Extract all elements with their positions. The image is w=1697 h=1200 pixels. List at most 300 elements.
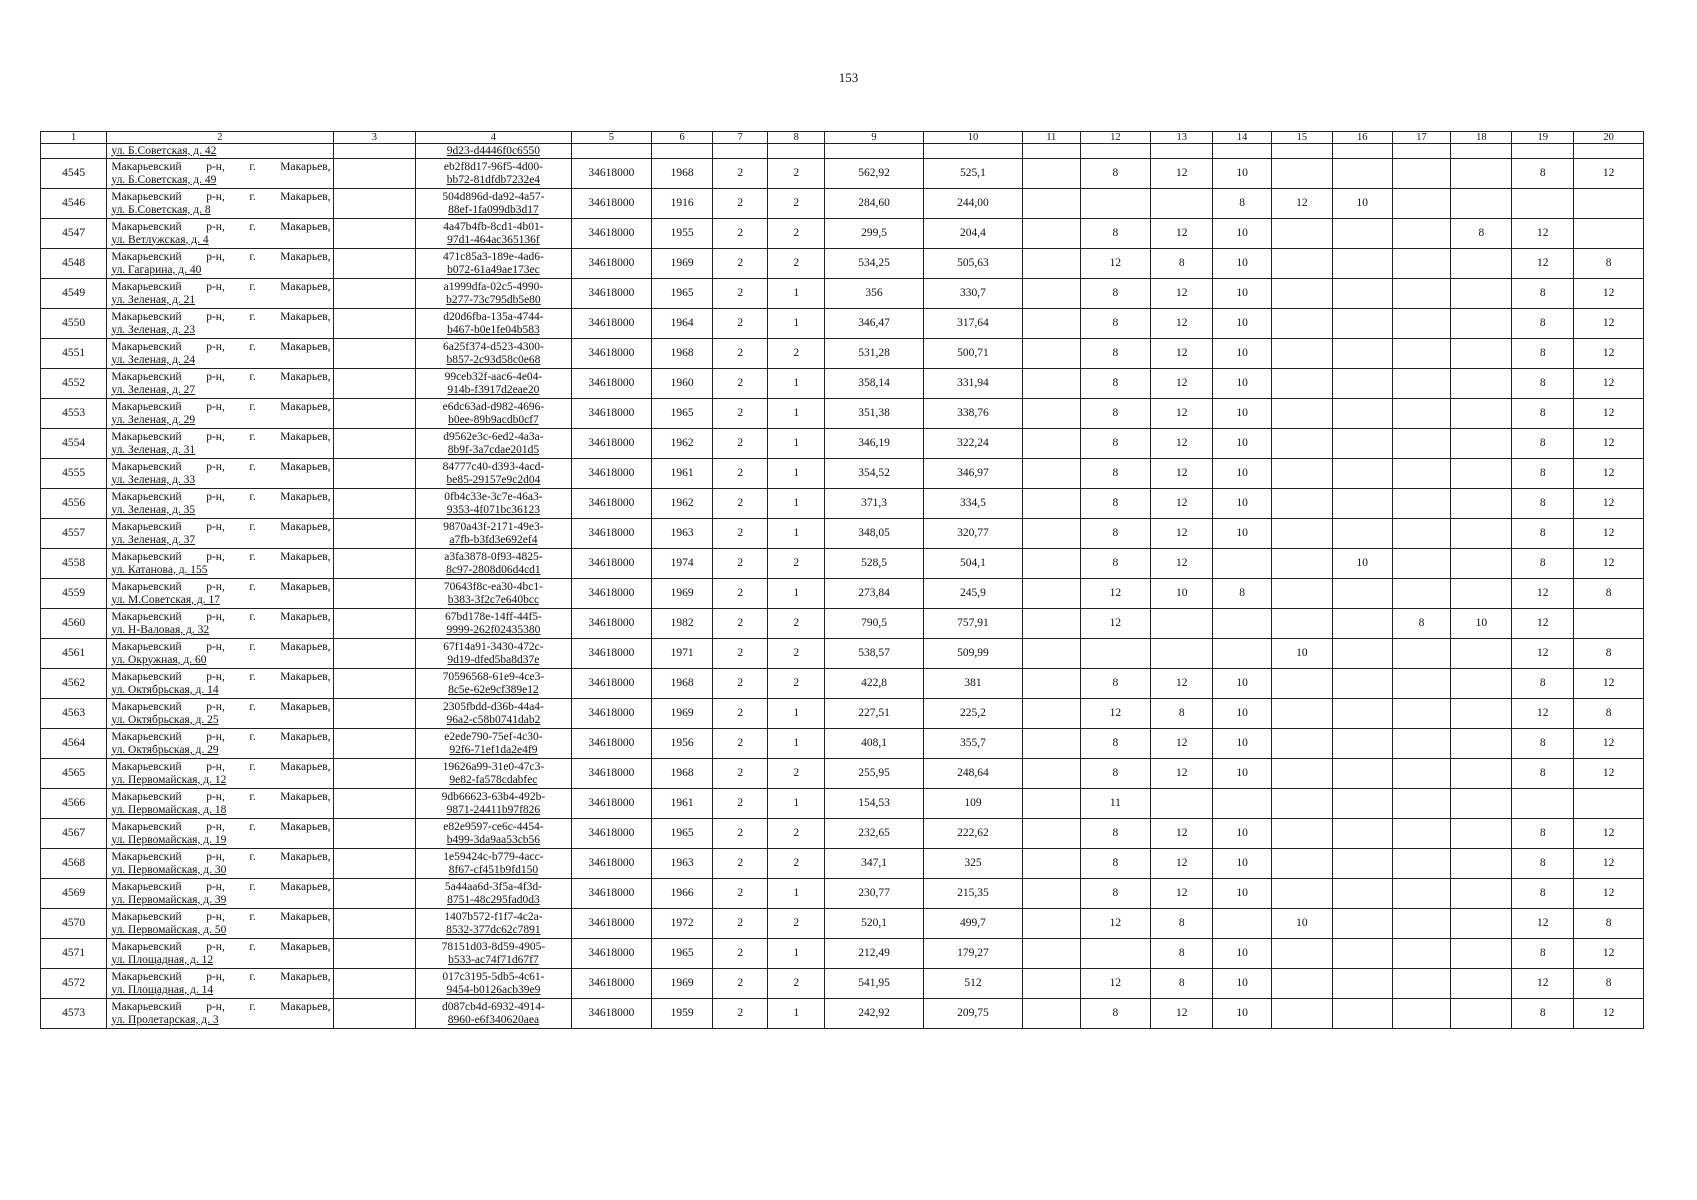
cell-guid bbox=[416, 489, 572, 519]
cell-col-18 bbox=[1451, 999, 1512, 1029]
cell-col-9: 351,38 bbox=[825, 399, 924, 429]
cell-col-18 bbox=[1451, 639, 1512, 669]
cell-col-18 bbox=[1451, 369, 1512, 399]
table-row bbox=[41, 639, 1644, 669]
cell-col-10: 322,24 bbox=[923, 429, 1022, 459]
cell-col-5: 34618000 bbox=[571, 669, 651, 699]
cell-col-18 bbox=[1451, 819, 1512, 849]
cell-col-9: 356 bbox=[825, 279, 924, 309]
cell-col-6: 1982 bbox=[652, 609, 713, 639]
cell-col-16 bbox=[1332, 879, 1392, 909]
guid-line-2: 88ef-1fa099db3d17 bbox=[448, 203, 539, 216]
cell-col-12: 8 bbox=[1080, 819, 1151, 849]
cell-col-11 bbox=[1022, 639, 1080, 669]
cell-col-20: 12 bbox=[1574, 459, 1644, 489]
cell-col-14: 10 bbox=[1213, 429, 1272, 459]
cell-col-18 bbox=[1451, 189, 1512, 219]
cell-col-15 bbox=[1271, 939, 1332, 969]
cell-address bbox=[107, 459, 333, 489]
cell-col-14: 10 bbox=[1213, 339, 1272, 369]
cell-col-7: 2 bbox=[713, 339, 768, 369]
cell-col-19: 8 bbox=[1512, 669, 1574, 699]
cell-col-10: 245,9 bbox=[923, 579, 1022, 609]
cell-col-20: 12 bbox=[1574, 669, 1644, 699]
address-line-1: Макарьевский р-н, г. Макарьев, bbox=[111, 280, 331, 293]
cell-col-20: 12 bbox=[1574, 339, 1644, 369]
table-row bbox=[41, 249, 1644, 279]
cell-col-12: 8 bbox=[1080, 459, 1151, 489]
cell-col-20: 8 bbox=[1574, 699, 1644, 729]
cell-col-10: 504,1 bbox=[923, 549, 1022, 579]
cell-col-20: 8 bbox=[1574, 249, 1644, 279]
address-line-2: ул. Окружная, д. 60 bbox=[111, 653, 207, 666]
cell-col-9: 347,1 bbox=[825, 849, 924, 879]
cell-col-7: 2 bbox=[713, 519, 768, 549]
guid-line-2: 8b9f-3a7cdae201d5 bbox=[447, 443, 540, 456]
address-line-2: ул. Н-Валовая, д. 32 bbox=[111, 623, 210, 636]
cell-col-14: 10 bbox=[1213, 369, 1272, 399]
cell-col-9: 422,8 bbox=[825, 669, 924, 699]
cell-col-12: 12 bbox=[1080, 699, 1151, 729]
address-line-1: Макарьевский р-н, г. Макарьев, bbox=[111, 910, 331, 923]
cell-address bbox=[107, 219, 333, 249]
table-row bbox=[41, 909, 1644, 939]
cell-col-1: 4553 bbox=[41, 399, 107, 429]
cell-col-10: 338,76 bbox=[923, 399, 1022, 429]
cell-col-13: 12 bbox=[1151, 549, 1213, 579]
cell-col-16 bbox=[1332, 699, 1392, 729]
cell-col-11 bbox=[1022, 519, 1080, 549]
cell-col-17 bbox=[1392, 369, 1451, 399]
cell-col-1 bbox=[41, 144, 107, 159]
guid-line-1: 2305fbdd-d36b-44a4- bbox=[442, 700, 544, 713]
cell-col-5: 34618000 bbox=[571, 849, 651, 879]
cell-col-7: 2 bbox=[713, 489, 768, 519]
cell-col-7: 2 bbox=[713, 459, 768, 489]
cell-col-10: 215,35 bbox=[923, 879, 1022, 909]
cell-col-19: 8 bbox=[1512, 399, 1574, 429]
cell-col-7: 2 bbox=[713, 309, 768, 339]
cell-col-6: 1959 bbox=[652, 999, 713, 1029]
cell-col-16 bbox=[1332, 909, 1392, 939]
cell-col-1: 4560 bbox=[41, 609, 107, 639]
cell-col-7: 2 bbox=[713, 789, 768, 819]
column-header-7: 7 bbox=[713, 132, 768, 144]
cell-col-10: 525,1 bbox=[923, 159, 1022, 189]
cell-guid bbox=[416, 429, 572, 459]
column-header-16: 16 bbox=[1332, 132, 1392, 144]
cell-col-7: 2 bbox=[713, 399, 768, 429]
cell-col-11 bbox=[1022, 549, 1080, 579]
cell-col-3 bbox=[333, 699, 416, 729]
cell-col-7: 2 bbox=[713, 669, 768, 699]
cell-address bbox=[107, 519, 333, 549]
cell-col-3 bbox=[333, 819, 416, 849]
cell-col-20: 12 bbox=[1574, 489, 1644, 519]
cell-col-9: 354,52 bbox=[825, 459, 924, 489]
cell-col-13: 12 bbox=[1151, 279, 1213, 309]
cell-col-7: 2 bbox=[713, 609, 768, 639]
cell-col-5: 34618000 bbox=[571, 159, 651, 189]
cell-col-15: 12 bbox=[1271, 189, 1332, 219]
cell-guid bbox=[416, 219, 572, 249]
cell-col-18 bbox=[1451, 759, 1512, 789]
cell-col-12 bbox=[1080, 189, 1151, 219]
cell-col-19: 8 bbox=[1512, 369, 1574, 399]
cell-col-1: 4568 bbox=[41, 849, 107, 879]
cell-col-6: 1969 bbox=[652, 699, 713, 729]
address-line-2: ул. Зеленая, д. 35 bbox=[111, 503, 196, 516]
address-line-2: ул. Первомайская, д. 30 bbox=[111, 863, 227, 876]
cell-address: ул. Б.Советская, д. 42 bbox=[107, 144, 333, 159]
cell-col-9: 520,1 bbox=[825, 909, 924, 939]
cell-col-13: 8 bbox=[1151, 969, 1213, 999]
cell-col-14: 10 bbox=[1213, 759, 1272, 789]
cell-col-14: 10 bbox=[1213, 159, 1272, 189]
guid-line-2: 8960-e6f340620aea bbox=[447, 1013, 540, 1026]
cell-col-19: 12 bbox=[1512, 219, 1574, 249]
cell-col-12: 8 bbox=[1080, 429, 1151, 459]
cell-col-15 bbox=[1271, 519, 1332, 549]
cell-col-18: 10 bbox=[1451, 609, 1512, 639]
cell-col-14: 10 bbox=[1213, 699, 1272, 729]
cell-col-3 bbox=[333, 279, 416, 309]
cell-col-17 bbox=[1392, 339, 1451, 369]
cell-col-3 bbox=[333, 519, 416, 549]
cell-col-13: 12 bbox=[1151, 489, 1213, 519]
cell-col-3 bbox=[333, 879, 416, 909]
cell-col-18 bbox=[1451, 669, 1512, 699]
column-header-17: 17 bbox=[1392, 132, 1451, 144]
guid-line-1: 99ceb32f-aac6-4e04- bbox=[444, 370, 543, 383]
cell-col-6: 1969 bbox=[652, 579, 713, 609]
table-row bbox=[41, 489, 1644, 519]
column-header-18: 18 bbox=[1451, 132, 1512, 144]
cell-col-18 bbox=[1451, 309, 1512, 339]
cell-col-6: 1916 bbox=[652, 189, 713, 219]
cell-col-7: 2 bbox=[713, 969, 768, 999]
column-header-1: 1 bbox=[41, 132, 107, 144]
cell-col-1: 4569 bbox=[41, 879, 107, 909]
table-row bbox=[41, 429, 1644, 459]
cell-col-1: 4566 bbox=[41, 789, 107, 819]
cell-col-18 bbox=[1451, 549, 1512, 579]
column-header-13: 13 bbox=[1151, 132, 1213, 144]
cell-col-5: 34618000 bbox=[571, 369, 651, 399]
cell-guid bbox=[416, 189, 572, 219]
cell-col-20: 12 bbox=[1574, 939, 1644, 969]
cell-col-17 bbox=[1392, 459, 1451, 489]
cell-col-20: 12 bbox=[1574, 519, 1644, 549]
cell-col-9: 255,95 bbox=[825, 759, 924, 789]
cell-col-10: 509,99 bbox=[923, 639, 1022, 669]
cell-col-6: 1961 bbox=[652, 789, 713, 819]
cell-col-19: 12 bbox=[1512, 249, 1574, 279]
address-line-1: Макарьевский р-н, г. Макарьев, bbox=[111, 670, 331, 683]
cell-col-18 bbox=[1451, 399, 1512, 429]
cell-col-16 bbox=[1332, 669, 1392, 699]
cell-col-16 bbox=[1332, 309, 1392, 339]
cell-col-1: 4557 bbox=[41, 519, 107, 549]
cell-col-14: 10 bbox=[1213, 849, 1272, 879]
guid-line-1: e2ede790-75ef-4c30- bbox=[444, 730, 543, 743]
cell-col-16 bbox=[1332, 729, 1392, 759]
cell-guid bbox=[416, 579, 572, 609]
cell-col-9: 212,49 bbox=[825, 939, 924, 969]
cell-col-16 bbox=[1332, 369, 1392, 399]
guid-line-2: b0ee-89b9acdb0cf7 bbox=[448, 413, 539, 426]
cell-col-15 bbox=[1271, 489, 1332, 519]
table-row bbox=[41, 729, 1644, 759]
cell-col-9: 790,5 bbox=[825, 609, 924, 639]
cell-col-6: 1963 bbox=[652, 519, 713, 549]
cell-col-15 bbox=[1271, 279, 1332, 309]
cell-col-3 bbox=[333, 579, 416, 609]
cell-col-5: 34618000 bbox=[571, 309, 651, 339]
column-header-12: 12 bbox=[1080, 132, 1151, 144]
table-row bbox=[41, 159, 1644, 189]
cell-col-1: 4548 bbox=[41, 249, 107, 279]
cell-col-7: 2 bbox=[713, 159, 768, 189]
cell-address bbox=[107, 759, 333, 789]
guid-line-1: 017c3195-5db5-4c61- bbox=[442, 970, 545, 983]
address-line-1: Макарьевский р-н, г. Макарьев, bbox=[111, 190, 331, 203]
address-line-1: Макарьевский р-н, г. Макарьев, bbox=[111, 610, 331, 623]
guid-line-2: 9454-b0126acb39e9 bbox=[446, 983, 541, 996]
cell-col-12: 12 bbox=[1080, 909, 1151, 939]
cell-col-18 bbox=[1451, 249, 1512, 279]
cell-col-6: 1971 bbox=[652, 639, 713, 669]
cell-col-11 bbox=[1022, 729, 1080, 759]
cell-col-1: 4563 bbox=[41, 699, 107, 729]
cell-col-19: 8 bbox=[1512, 309, 1574, 339]
address-line-1: Макарьевский р-н, г. Макарьев, bbox=[111, 790, 331, 803]
cell-col-17 bbox=[1392, 969, 1451, 999]
table-row bbox=[41, 519, 1644, 549]
cell-col-1: 4572 bbox=[41, 969, 107, 999]
cell-col-9: 348,05 bbox=[825, 519, 924, 549]
guid-line-2: b499-3da9aa53cb56 bbox=[446, 833, 541, 846]
cell-guid bbox=[416, 639, 572, 669]
cell-col-8: 1 bbox=[768, 489, 825, 519]
cell-col-10: 109 bbox=[923, 789, 1022, 819]
cell-col-8: 2 bbox=[768, 249, 825, 279]
address-line-2: ул. Первомайская, д. 19 bbox=[111, 833, 227, 846]
column-header-10: 10 bbox=[923, 132, 1022, 144]
cell-col-19: 8 bbox=[1512, 519, 1574, 549]
cell-col-17 bbox=[1392, 819, 1451, 849]
cell-col-19: 8 bbox=[1512, 429, 1574, 459]
cell-col-9: 358,14 bbox=[825, 369, 924, 399]
cell-col-13: 8 bbox=[1151, 909, 1213, 939]
cell-col-8: 1 bbox=[768, 939, 825, 969]
cell-col-3 bbox=[333, 429, 416, 459]
cell-col-20: 12 bbox=[1574, 999, 1644, 1029]
cell-col-3 bbox=[333, 219, 416, 249]
cell-col-16 bbox=[1332, 339, 1392, 369]
cell-col-8: 2 bbox=[768, 339, 825, 369]
cell-col-8: 2 bbox=[768, 549, 825, 579]
cell-col-19 bbox=[1512, 789, 1574, 819]
cell-col-19: 8 bbox=[1512, 279, 1574, 309]
cell-col-9: 232,65 bbox=[825, 819, 924, 849]
column-header-14: 14 bbox=[1213, 132, 1272, 144]
guid-line-1: 84777c40-d393-4acd- bbox=[442, 460, 545, 473]
guid-line-1: 6a25f374-d523-4300- bbox=[442, 340, 544, 353]
cell-col-8: 2 bbox=[768, 819, 825, 849]
cell-col-9: 408,1 bbox=[825, 729, 924, 759]
cell-col-10: 330,7 bbox=[923, 279, 1022, 309]
cell-col-8: 2 bbox=[768, 669, 825, 699]
cell-col-11 bbox=[1022, 159, 1080, 189]
cell-col-17 bbox=[1392, 399, 1451, 429]
cell-col-8: 1 bbox=[768, 999, 825, 1029]
column-header-2: 2 bbox=[107, 132, 333, 144]
cell-col-13 bbox=[1151, 609, 1213, 639]
address-line-1: Макарьевский р-н, г. Макарьев, bbox=[111, 370, 331, 383]
address-line-1: Макарьевский р-н, г. Макарьев, bbox=[111, 430, 331, 443]
cell-col-1: 4558 bbox=[41, 549, 107, 579]
cell-col-7: 2 bbox=[713, 189, 768, 219]
cell-col-13: 12 bbox=[1151, 669, 1213, 699]
cell-col-5: 34618000 bbox=[571, 909, 651, 939]
cell-address bbox=[107, 189, 333, 219]
cell-col-5: 34618000 bbox=[571, 219, 651, 249]
address-line-1: Макарьевский р-н, г. Макарьев, bbox=[111, 640, 331, 653]
cell-guid bbox=[416, 849, 572, 879]
cell-col-1: 4559 bbox=[41, 579, 107, 609]
cell-col-6: 1964 bbox=[652, 309, 713, 339]
cell-col-1: 4546 bbox=[41, 189, 107, 219]
cell-guid bbox=[416, 459, 572, 489]
cell-col-20: 12 bbox=[1574, 819, 1644, 849]
cell-col-17 bbox=[1392, 519, 1451, 549]
address-line-2: ул. Октябрьская, д. 25 bbox=[111, 713, 219, 726]
cell-guid bbox=[416, 819, 572, 849]
address-line-2: ул. Б.Советская, д. 8 bbox=[111, 203, 211, 216]
cell-col-13: 8 bbox=[1151, 699, 1213, 729]
cell-col-18 bbox=[1451, 519, 1512, 549]
cell-col-15 bbox=[1271, 549, 1332, 579]
cell-col-11 bbox=[1022, 849, 1080, 879]
guid-line-1: 1e59424c-b779-4acc- bbox=[443, 850, 544, 863]
cell-col-15 bbox=[1271, 729, 1332, 759]
cell-col-5: 34618000 bbox=[571, 699, 651, 729]
table-row bbox=[41, 849, 1644, 879]
cell-col-8: 2 bbox=[768, 969, 825, 999]
cell-col-1: 4571 bbox=[41, 939, 107, 969]
cell-col-14: 10 bbox=[1213, 519, 1272, 549]
cell-col-14: 10 bbox=[1213, 459, 1272, 489]
cell-col-18 bbox=[1451, 459, 1512, 489]
cell-col-11 bbox=[1022, 669, 1080, 699]
cell-col-16 bbox=[1332, 999, 1392, 1029]
cell-guid bbox=[416, 789, 572, 819]
guid-line-1: 67f14a91-3430-472c- bbox=[443, 640, 544, 653]
cell-col-13: 12 bbox=[1151, 459, 1213, 489]
cell-col-17 bbox=[1392, 669, 1451, 699]
cell-col-6: 1962 bbox=[652, 489, 713, 519]
cell-col-7: 2 bbox=[713, 909, 768, 939]
cell-col-12: 8 bbox=[1080, 549, 1151, 579]
cell-col-15 bbox=[1271, 849, 1332, 879]
guid-line-2: 8751-48c295fad0d3 bbox=[447, 893, 540, 906]
cell-address bbox=[107, 609, 333, 639]
column-header-11: 11 bbox=[1022, 132, 1080, 144]
cell-col-9: 284,60 bbox=[825, 189, 924, 219]
cell-address bbox=[107, 879, 333, 909]
cell-col-13: 8 bbox=[1151, 939, 1213, 969]
cell-address bbox=[107, 339, 333, 369]
cell-col-9: 227,51 bbox=[825, 699, 924, 729]
cell-col-6: 1965 bbox=[652, 279, 713, 309]
cell-col-19: 8 bbox=[1512, 459, 1574, 489]
cell-col-20: 12 bbox=[1574, 549, 1644, 579]
cell-col-9: 299,5 bbox=[825, 219, 924, 249]
cell-col-16 bbox=[1332, 399, 1392, 429]
address-line-1: Макарьевский р-н, г. Макарьев, bbox=[111, 400, 331, 413]
address-line-1: Макарьевский р-н, г. Макарьев, bbox=[111, 970, 331, 983]
cell-col-6: 1960 bbox=[652, 369, 713, 399]
address-line-1: Макарьевский р-н, г. Макарьев, bbox=[111, 580, 331, 593]
cell-col-16 bbox=[1332, 819, 1392, 849]
cell-col-8: 1 bbox=[768, 309, 825, 339]
cell-col-12: 8 bbox=[1080, 159, 1151, 189]
cell-col-3 bbox=[333, 144, 416, 159]
cell-col-13: 12 bbox=[1151, 429, 1213, 459]
guid-line-2: 92f6-71ef1da2e4f9 bbox=[449, 743, 538, 756]
cell-col-20 bbox=[1574, 789, 1644, 819]
cell-col-5: 34618000 bbox=[571, 489, 651, 519]
cell-address bbox=[107, 819, 333, 849]
cell-col-7: 2 bbox=[713, 639, 768, 669]
cell-col-8: 1 bbox=[768, 279, 825, 309]
cell-col-17 bbox=[1392, 729, 1451, 759]
cell-col-3 bbox=[333, 639, 416, 669]
cell-col-1: 4555 bbox=[41, 459, 107, 489]
address-line-2: ул. Первомайская, д. 39 bbox=[111, 893, 227, 906]
cell-col-19: 8 bbox=[1512, 549, 1574, 579]
guid-line-1: 9db66623-63b4-492b- bbox=[441, 790, 546, 803]
cell-col-16 bbox=[1332, 969, 1392, 999]
cell-col-15: 10 bbox=[1271, 909, 1332, 939]
cell-col-11 bbox=[1022, 789, 1080, 819]
cell-col-13: 12 bbox=[1151, 879, 1213, 909]
cell-col-1: 4547 bbox=[41, 219, 107, 249]
cell-col-3 bbox=[333, 909, 416, 939]
cell-col-3 bbox=[333, 159, 416, 189]
cell-col-19: 12 bbox=[1512, 609, 1574, 639]
cell-col-5: 34618000 bbox=[571, 759, 651, 789]
guid-line-2: 9353-4f071bc36123 bbox=[446, 503, 541, 516]
cell-col-7: 2 bbox=[713, 279, 768, 309]
cell-col-17 bbox=[1392, 759, 1451, 789]
cell-col-11 bbox=[1022, 309, 1080, 339]
cell-col-19: 12 bbox=[1512, 699, 1574, 729]
cell-col-15 bbox=[1271, 339, 1332, 369]
cell-col-6: 1966 bbox=[652, 879, 713, 909]
cell-col-7: 2 bbox=[713, 819, 768, 849]
cell-col-5: 34618000 bbox=[571, 549, 651, 579]
cell-col-12: 8 bbox=[1080, 999, 1151, 1029]
address-line-1: Макарьевский р-н, г. Макарьев, bbox=[111, 550, 331, 563]
cell-address bbox=[107, 639, 333, 669]
cell-col-14: 10 bbox=[1213, 309, 1272, 339]
cell-address bbox=[107, 159, 333, 189]
cell-col-13: 12 bbox=[1151, 309, 1213, 339]
guid-line-2: 8c97-2808d06d4cd1 bbox=[446, 563, 541, 576]
cell-col-15: 10 bbox=[1271, 639, 1332, 669]
